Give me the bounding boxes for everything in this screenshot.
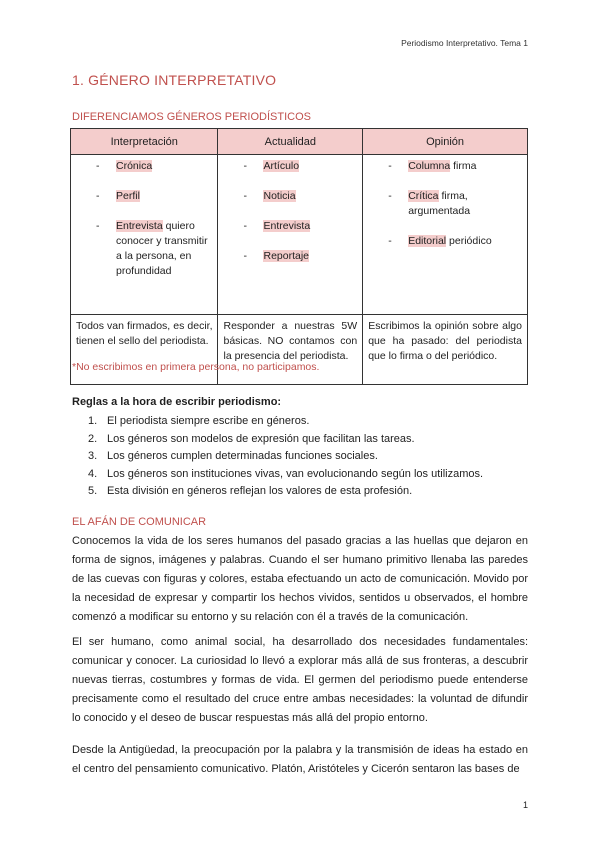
list-item: 1. El periodista siempre escribe en géneros. [88,415,310,427]
list-item: - Crítica firma, argumentada [388,190,471,217]
list-item: - Artículo [243,160,300,172]
list-item: - Reportaje [243,250,310,262]
genre-key: Columna [408,160,451,172]
genre-key: Perfil [116,190,140,202]
rules-list [88,413,528,501]
genre-key: Entrevista [116,220,163,232]
footnote: *No escribimos en primera persona, no participamos. [72,361,320,373]
paragraph: Desde la Antigüedad, la preocupación por la palabra y la transmisión de ideas ha estado en el centro del pensamiento comunicativo. Platón, Aristóteles y Cicerón sentaron las bases de [72,744,528,775]
genre-key: Entrevista [263,220,311,232]
paragraph: Conocemos la vida de los seres humanos del pasado gracias a las huellas que dejaron en forma de signos, imágenes y palabras. Cuando el ser humano primitivo llenaba las paredes de las cuevas con figuras y colores, estaba efectuando un acto de comunicación. Movido por la necesidad de expresar y compartir los hechos vividos, sentidos u observados, el hombre comenzó a modificar su entorno y su relación con él a través de la comunicación. [72,535,528,623]
table-header-row [71,129,528,155]
list-item: 2. Los géneros son modelos de expresión que facilitan las tareas. [88,432,415,445]
list-item: - Crónica [96,160,153,172]
table-header-interpretacion: Interpretación [71,129,218,155]
list-item: - Columna firma [388,160,477,172]
page-number: 1 [522,800,528,810]
list-item: 4. Los géneros son instituciones vivas, van evolucionando según los utilizamos. [88,467,484,480]
rules-title: Reglas a la hora de escribir periodismo: [72,396,282,408]
genre-list-actualidad [218,155,363,315]
list-item: 5. Esta división en géneros reflejan los valores de esta profesión. [88,485,413,497]
paragraph: El ser humano, como animal social, ha desarrollado dos necesidades fundamentales: comunicar y conocer. La curiosidad lo llevó a explorar más allá de sus fronteras, a descubrir nuevas tierras, costumbres y formas de vida. El germen del periodismo puede entenderse precisamente como el resultado del cruce entre ambas necesidades: la voluntad de difundir lo conocido y el deseo de buscar respuestas más allá del propio entorno. [72,636,528,724]
desc-actualidad: Responder a nuestras 5W básicas. NO contamos con la presencia del periodista. [218,315,363,385]
genre-list-interpretacion [71,155,218,315]
genre-key: Crónica [116,160,153,172]
section-title: 1. GÉNERO INTERPRETATIVO [72,72,277,88]
running-header: Periodismo Interpretativo. Tema 1 [401,38,528,48]
desc-interpretacion: Todos van firmados, es decir, tienen el sello del periodista. [71,315,218,385]
list-item: - Entrevista [243,220,311,232]
table-header-actualidad: Actualidad [218,129,363,155]
list-item: - Noticia [243,190,296,202]
genre-key: Editorial [408,235,447,247]
list-item: - Perfil [96,190,140,202]
subsection-title-genres: DIFERENCIAMOS GÉNEROS PERIODÍSTICOS [72,111,311,123]
list-item: 3. Los géneros cumplen determinadas funciones sociales. [88,450,378,462]
genre-key: Crítica [408,190,439,202]
subsection-title-comunicar: EL AFÁN DE COMUNICAR [72,516,207,528]
genres-table [70,128,528,385]
genre-key: Reportaje [263,250,310,262]
genre-key: Artículo [263,160,300,172]
desc-opinion: Escribimos la opinión sobre algo que ha pasado: del periodista que lo firma o del periódico. [363,315,528,385]
list-item: - Entrevista quiero conocer y transmitir a la persona, en profundidad [96,220,208,277]
genre-key: Noticia [263,190,296,202]
genre-list-opinion [363,155,528,315]
list-item: - Editorial periódico [388,235,492,247]
table-row-genres [71,155,528,315]
table-row-descriptions [71,315,528,385]
table-header-opinion: Opinión [363,129,528,155]
